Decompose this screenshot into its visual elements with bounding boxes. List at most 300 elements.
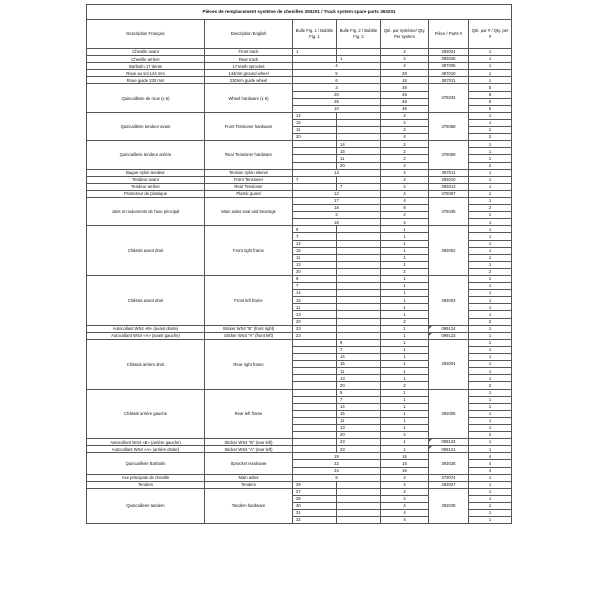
- qty-per-part: 1: [469, 361, 512, 368]
- qty-per-system: 1: [381, 339, 429, 346]
- part-number: 393026: [429, 453, 469, 474]
- qty-per-system: 2: [381, 318, 429, 325]
- description-en: Sticker WS4 "A" (front left): [205, 332, 293, 339]
- description-en: Rear Tensioner hardware: [205, 141, 293, 169]
- qty-per-part: 1: [469, 63, 512, 70]
- bubble-fig2: 15: [337, 361, 381, 368]
- qty-per-system: 4: [381, 474, 429, 481]
- qty-per-system: 1: [381, 361, 429, 368]
- bubble-ref: 12: [293, 190, 381, 197]
- bubble-ref: 16: [293, 219, 381, 226]
- qty-per-part: 1: [469, 254, 512, 261]
- bubble-ref: 3: [293, 84, 381, 91]
- bubble-fig1: 28: [293, 495, 337, 502]
- bubble-fig2: 20: [337, 382, 381, 389]
- bubble-fig1: [293, 403, 337, 410]
- qty-per-part: 1: [469, 226, 512, 233]
- bubble-fig2: [337, 112, 381, 119]
- qty-per-system: 2: [381, 495, 429, 502]
- part-number: 393003: [429, 276, 469, 326]
- qty-per-part: 1: [469, 503, 512, 510]
- bubble-fig1: 1: [293, 49, 337, 56]
- qty-per-system: 2: [381, 127, 429, 134]
- bubble-fig2: [337, 481, 381, 488]
- bubble-fig1: 11: [293, 254, 337, 261]
- part-number: 375032: [429, 84, 469, 112]
- qty-per-part: 1: [469, 311, 512, 318]
- table-row: [87, 169, 512, 176]
- qty-per-part: 1: [469, 389, 512, 396]
- qty-per-system: 48: [381, 105, 429, 112]
- part-number: 099123: [429, 332, 469, 339]
- qty-per-part: 4: [469, 467, 512, 474]
- qty-per-system: 1: [381, 254, 429, 261]
- qty-per-system: 4: [381, 510, 429, 517]
- description-fr: Chenille avant: [87, 49, 205, 56]
- qty-per-part: 2: [469, 134, 512, 141]
- qty-per-system: 16: [381, 460, 429, 467]
- bubble-fig2: [337, 495, 381, 502]
- bubble-fig1: [293, 361, 337, 368]
- description-en: Rear left frame: [205, 389, 293, 439]
- description-en: Main axles: [205, 474, 293, 481]
- bubble-fig2: 11: [337, 417, 381, 424]
- qty-per-part: 1: [469, 112, 512, 119]
- description-en: Tendem hardware: [205, 488, 293, 523]
- bubble-fig1: 23: [293, 325, 337, 332]
- qty-per-system: 1: [381, 226, 429, 233]
- qty-per-part: 1: [469, 283, 512, 290]
- bubble-fig2: [337, 49, 381, 56]
- qty-per-part: 1: [469, 417, 512, 424]
- table-row: [87, 84, 512, 91]
- part-number: 375035: [429, 197, 469, 225]
- qty-per-system: 1: [381, 240, 429, 247]
- bubble-fig1: [293, 417, 337, 424]
- bubble-fig2: [337, 304, 381, 311]
- part-number: 393013: [429, 183, 469, 190]
- description-en: Front Tensioner: [205, 176, 293, 183]
- description-fr: Tendeur arrière: [87, 183, 205, 190]
- qty-per-system: 1: [381, 311, 429, 318]
- bubble-fig2: [337, 318, 381, 325]
- qty-per-system: 1: [381, 297, 429, 304]
- part-number: 099122: [429, 439, 469, 446]
- bubble-fig2: 13: [337, 424, 381, 431]
- bubble-fig1: [293, 346, 337, 353]
- qty-per-part: 2: [469, 432, 512, 439]
- bubble-fig2: 11: [337, 368, 381, 375]
- bubble-fig1: 11: [293, 127, 337, 134]
- qty-per-part: 1: [469, 410, 512, 417]
- bubble-fig1: [293, 446, 337, 453]
- bubble-fig2: 14: [337, 354, 381, 361]
- description-fr: Autocollant WS4 «B» (avant droite): [87, 325, 205, 332]
- bubble-ref: 24: [293, 467, 381, 474]
- description-en: Tension nylon sleeve: [205, 169, 293, 176]
- qty-per-system: 48: [381, 91, 429, 98]
- qty-per-system: 4: [381, 197, 429, 204]
- bubble-fig2: [337, 332, 381, 339]
- header-qty-per-system: Qté. par système/ Qty. Per system: [381, 20, 429, 49]
- qty-per-part: 1: [469, 240, 512, 247]
- bubble-fig1: [293, 424, 337, 431]
- qty-per-part: 1: [469, 190, 512, 197]
- bubble-fig2: [337, 325, 381, 332]
- bubble-fig2: 11: [337, 155, 381, 162]
- qty-per-part: 2: [469, 162, 512, 169]
- qty-per-part: 1: [469, 354, 512, 361]
- part-number: 397011: [429, 169, 469, 176]
- qty-per-system: 1: [381, 325, 429, 332]
- bubble-fig1: [293, 183, 337, 190]
- bubble-fig1: 13: [293, 311, 337, 318]
- table-row: [87, 339, 512, 346]
- part-number: 387010: [429, 70, 469, 77]
- bubble-ref: 4: [293, 63, 381, 70]
- qty-per-part: 1: [469, 56, 512, 63]
- description-en: Front track: [205, 49, 293, 56]
- table-row: [87, 176, 512, 183]
- description-en: Sprocket Hardware: [205, 453, 293, 474]
- part-number: 393010: [429, 176, 469, 183]
- header-row: [87, 20, 512, 49]
- table-row: [87, 112, 512, 119]
- qty-per-part: 2: [469, 318, 512, 325]
- qty-per-system: 2: [381, 141, 429, 148]
- bubble-fig2: [337, 311, 381, 318]
- bubble-fig1: [293, 339, 337, 346]
- part-number: 393005: [429, 389, 469, 439]
- bubble-fig1: 27: [293, 488, 337, 495]
- qty-per-system: 1: [381, 290, 429, 297]
- description-fr: Protecteur de plastique: [87, 190, 205, 197]
- table-row: [87, 197, 512, 204]
- qty-per-system: 1: [381, 439, 429, 446]
- header-qty-per-part: Qté. par # / Qty. per #: [469, 20, 512, 49]
- qty-per-system: 2: [381, 155, 429, 162]
- qty-per-system: 1: [381, 276, 429, 283]
- description-en: Plastic guard: [205, 190, 293, 197]
- description-fr: Quincaillerie de roue (x 5): [87, 84, 205, 112]
- qty-per-part: 1: [469, 325, 512, 332]
- qty-per-system: 8: [381, 205, 429, 212]
- qty-per-part: 1: [469, 481, 512, 488]
- bubble-fig2: 20: [337, 432, 381, 439]
- qty-per-system: 2: [381, 49, 429, 56]
- bubble-fig2: [337, 233, 381, 240]
- description-fr: Tendeur avant: [87, 176, 205, 183]
- bubble-fig1: [293, 162, 337, 169]
- qty-per-system: 1: [381, 396, 429, 403]
- qty-per-system: 1: [381, 403, 429, 410]
- description-en: Rear right frame: [205, 339, 293, 389]
- bubble-fig2: [337, 127, 381, 134]
- table-row: [87, 77, 512, 84]
- bubble-fig1: 7: [293, 233, 337, 240]
- bubble-fig1: 14: [293, 240, 337, 247]
- header-part-number: Pièce / Parts #: [429, 20, 469, 49]
- table-row: [87, 474, 512, 481]
- bubble-fig2: [337, 176, 381, 183]
- qty-per-system: 1: [381, 261, 429, 268]
- description-en: Wheel hardware (x 5): [205, 84, 293, 112]
- bubble-fig2: 7: [337, 183, 381, 190]
- table-row: [87, 190, 512, 197]
- qty-per-part: 1: [469, 339, 512, 346]
- part-number: 375067: [429, 190, 469, 197]
- description-fr: Joint et roulements de l'axe principal: [87, 197, 205, 225]
- description-fr: Autocollant WS4 «B» (arrière gauche): [87, 439, 205, 446]
- qty-per-system: 4: [381, 169, 429, 176]
- qty-per-system: 16: [381, 453, 429, 460]
- part-number: 099121: [429, 446, 469, 453]
- qty-per-part: 1: [469, 304, 512, 311]
- bubble-ref: 22: [293, 460, 381, 467]
- parts-document: [86, 4, 511, 524]
- table-row: [87, 276, 512, 283]
- bubble-fig1: [293, 375, 337, 382]
- bubble-fig1: 32: [293, 517, 337, 524]
- bubble-fig2: 7: [337, 396, 381, 403]
- qty-per-part: 1: [469, 49, 512, 56]
- description-fr: Châssis avant droit: [87, 276, 205, 326]
- qty-per-part: 1: [469, 424, 512, 431]
- bubble-fig2: 20: [337, 162, 381, 169]
- qty-per-system: 28: [381, 70, 429, 77]
- bubble-fig1: [293, 396, 337, 403]
- bubble-fig1: 15: [293, 297, 337, 304]
- table-row: [87, 481, 512, 488]
- qty-per-part: 1: [469, 176, 512, 183]
- bubble-fig2: 23: [337, 446, 381, 453]
- description-fr: Quincaillerie tendeur avant: [87, 112, 205, 140]
- table-row: [87, 70, 512, 77]
- qty-per-part: 1: [469, 261, 512, 268]
- description-en: Front Tensioner hardware: [205, 112, 293, 140]
- bubble-ref: 19: [293, 453, 381, 460]
- qty-per-part: 5: [469, 84, 512, 91]
- qty-per-part: 1: [469, 141, 512, 148]
- description-en: Sticker WS4 "A" (rear left): [205, 446, 293, 453]
- qty-per-part: 1: [469, 247, 512, 254]
- bubble-fig1: 11: [293, 304, 337, 311]
- qty-per-part: 2: [469, 268, 512, 275]
- qty-per-system: 2: [381, 112, 429, 119]
- qty-per-part: 2: [469, 205, 512, 212]
- qty-per-system: 1: [381, 417, 429, 424]
- qty-per-system: 2: [381, 432, 429, 439]
- qty-per-system: 2: [381, 183, 429, 190]
- header-description-fr: Description Français: [87, 20, 205, 49]
- description-en: Rear track: [205, 56, 293, 63]
- bubble-ref: 10: [293, 105, 381, 112]
- table-row: [87, 141, 512, 148]
- description-fr: Autocollant WS4 «A» (avant gauche): [87, 332, 205, 339]
- description-en: 230mm guide wheel: [205, 77, 293, 84]
- bubble-fig2: 9: [337, 339, 381, 346]
- qty-per-part: 1: [469, 368, 512, 375]
- bubble-fig1: [293, 410, 337, 417]
- qty-per-system: 4: [381, 481, 429, 488]
- qty-per-part: 1: [469, 375, 512, 382]
- table-row: [87, 183, 512, 190]
- qty-per-part: 1: [469, 183, 512, 190]
- qty-per-part: 2: [469, 382, 512, 389]
- qty-per-part: 5: [469, 91, 512, 98]
- description-fr: Tendem: [87, 481, 205, 488]
- bubble-fig1: 20: [293, 318, 337, 325]
- qty-per-system: 2: [381, 56, 429, 63]
- description-fr: Axe principale de chenille: [87, 474, 205, 481]
- part-number: 393027: [429, 481, 469, 488]
- description-fr: Châssis arrière droit: [87, 339, 205, 389]
- qty-per-system: 48: [381, 98, 429, 105]
- bubble-fig1: [293, 148, 337, 155]
- header-bubble-fig2: Bulle Fig. 2 / Bubble Fig. 2: [337, 20, 381, 49]
- qty-per-system: 4: [381, 219, 429, 226]
- qty-per-part: 1: [469, 77, 512, 84]
- bubble-fig1: [293, 141, 337, 148]
- qty-per-part: 1: [469, 446, 512, 453]
- qty-per-system: 1: [381, 346, 429, 353]
- bubble-fig2: [337, 290, 381, 297]
- part-number: 393024: [429, 49, 469, 56]
- table-row: [87, 49, 512, 56]
- qty-per-part: 1: [469, 148, 512, 155]
- bubble-fig1: [293, 382, 337, 389]
- bubble-ref: 18: [293, 205, 381, 212]
- bubble-fig1: 14: [293, 290, 337, 297]
- qty-per-system: 2: [381, 119, 429, 126]
- document-title: Pièces de remplacement système de chenilles 393201 / Track system spare parts 393201: [87, 5, 512, 20]
- bubble-fig1: 31: [293, 510, 337, 517]
- qty-per-part: 4: [469, 460, 512, 467]
- qty-per-system: 2: [381, 176, 429, 183]
- bubble-fig2: [337, 261, 381, 268]
- bubble-fig2: 1: [337, 56, 381, 63]
- bubble-fig2: [337, 276, 381, 283]
- part-number: 373074: [429, 474, 469, 481]
- description-fr: Quincaillerie tandem: [87, 488, 205, 523]
- bubble-fig1: [293, 439, 337, 446]
- table-row: [87, 488, 512, 495]
- bubble-fig1: 20: [293, 268, 337, 275]
- qty-per-system: 16: [381, 77, 429, 84]
- table-row: [87, 439, 512, 446]
- description-fr: Châssis avant droit: [87, 226, 205, 276]
- bubble-fig1: 20: [293, 134, 337, 141]
- bubble-fig1: 15: [293, 247, 337, 254]
- description-en: 144mm ground wheel: [205, 70, 293, 77]
- qty-per-system: 1: [381, 375, 429, 382]
- bubble-fig2: [337, 517, 381, 524]
- bubble-fig1: [293, 432, 337, 439]
- qty-per-system: 1: [381, 410, 429, 417]
- bubble-ref: 17: [293, 197, 381, 204]
- bubble-fig1: 29: [293, 481, 337, 488]
- bubble-fig2: [337, 247, 381, 254]
- bubble-fig1: [293, 354, 337, 361]
- table-row: [87, 446, 512, 453]
- bubble-fig2: [337, 510, 381, 517]
- description-en: 17 teeth sprocket: [205, 63, 293, 70]
- qty-per-system: 1: [381, 446, 429, 453]
- description-fr: Barbotin 17 dents: [87, 63, 205, 70]
- bubble-fig2: [337, 488, 381, 495]
- qty-per-part: 1: [469, 290, 512, 297]
- description-en: Rear Tensioner: [205, 183, 293, 190]
- qty-per-part: 1: [469, 127, 512, 134]
- bubble-ref: 26: [293, 98, 381, 105]
- qty-per-part: 5: [469, 98, 512, 105]
- qty-per-part: 1: [469, 510, 512, 517]
- qty-per-system: 4: [381, 212, 429, 219]
- description-fr: Chenille arrière: [87, 56, 205, 63]
- qty-per-system: 4: [381, 63, 429, 70]
- bubble-fig1: 15: [293, 119, 337, 126]
- qty-per-part: 1: [469, 233, 512, 240]
- table-row: [87, 453, 512, 460]
- description-fr: Roue guide 230 mm: [87, 77, 205, 84]
- header-description-en: Description English: [205, 20, 293, 49]
- table-row: [87, 332, 512, 339]
- qty-per-system: 16: [381, 467, 429, 474]
- qty-per-part: 1: [469, 169, 512, 176]
- table-row: [87, 56, 512, 63]
- bubble-fig2: 14: [337, 403, 381, 410]
- qty-per-system: 1: [381, 304, 429, 311]
- part-number: 397006: [429, 63, 469, 70]
- qty-per-part: 1: [469, 212, 512, 219]
- qty-per-part: 1: [469, 119, 512, 126]
- description-en: Front right frame: [205, 226, 293, 276]
- bubble-fig1: [293, 56, 337, 63]
- qty-per-part: 1: [469, 495, 512, 502]
- bubble-fig2: [337, 297, 381, 304]
- bubble-fig2: 15: [337, 148, 381, 155]
- bubble-ref: 20: [293, 91, 381, 98]
- qty-per-system: 1: [381, 283, 429, 290]
- qty-per-part: 1: [469, 488, 512, 495]
- bubble-fig1: 14: [293, 112, 337, 119]
- qty-per-system: 1: [381, 354, 429, 361]
- qty-per-part: 1: [469, 403, 512, 410]
- table-row: [87, 63, 512, 70]
- part-number: 393025: [429, 56, 469, 63]
- description-fr: Quincaillerie Barbotin: [87, 453, 205, 474]
- bubble-fig2: 13: [337, 375, 381, 382]
- qty-per-part: 1: [469, 332, 512, 339]
- bubble-fig2: [337, 283, 381, 290]
- qty-per-part: 1: [469, 396, 512, 403]
- part-number: 393028: [429, 488, 469, 523]
- bubble-fig2: 14: [337, 141, 381, 148]
- bubble-fig1: 9: [293, 226, 337, 233]
- qty-per-system: 4: [381, 190, 429, 197]
- part-number: 393004: [429, 339, 469, 389]
- bubble-fig2: 7: [337, 346, 381, 353]
- qty-per-part: 1: [469, 517, 512, 524]
- bubble-fig2: [337, 226, 381, 233]
- bubble-fig1: 9: [293, 276, 337, 283]
- qty-per-system: 4: [381, 517, 429, 524]
- bubble-fig1: 23: [293, 332, 337, 339]
- bubble-fig2: [337, 240, 381, 247]
- qty-per-system: 48: [381, 84, 429, 91]
- qty-per-part: 1: [469, 439, 512, 446]
- table-row: [87, 226, 512, 233]
